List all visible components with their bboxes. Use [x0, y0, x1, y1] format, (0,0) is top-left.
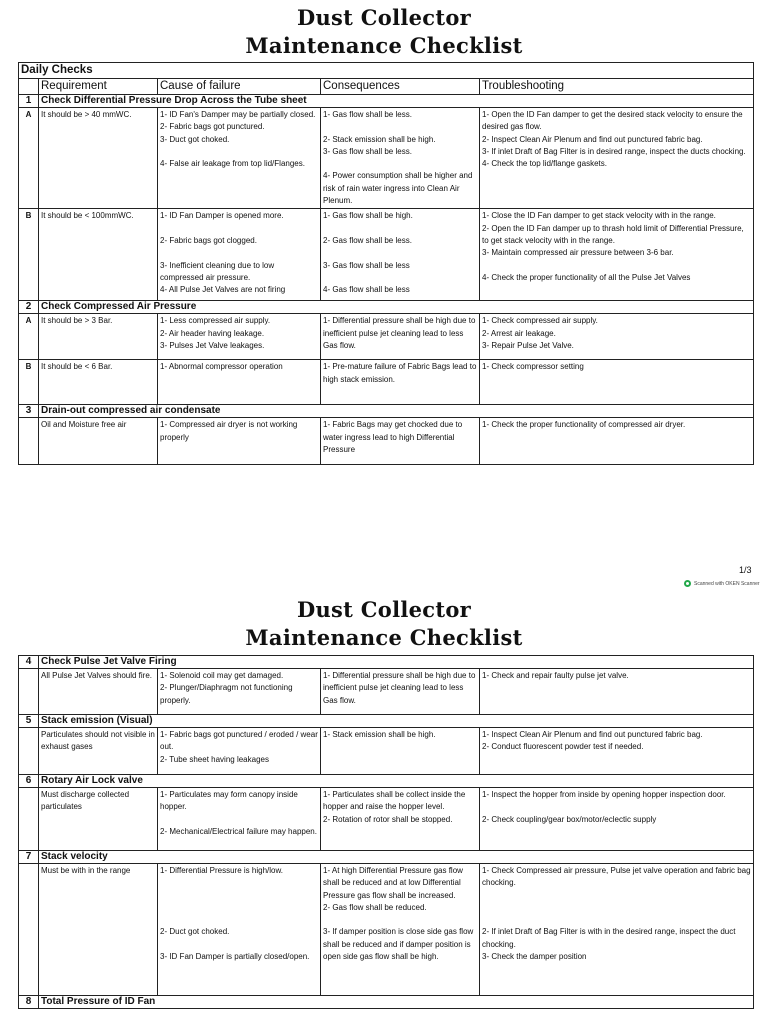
page1-checklist-table	[18, 62, 754, 465]
scanner-watermark	[684, 580, 760, 587]
cell-line: 2- Air header having leakage.	[160, 328, 265, 338]
section-title: Check Pulse Jet Valve Firing	[39, 656, 754, 669]
cell-line	[323, 121, 477, 133]
table-row	[19, 360, 754, 405]
cell-line: 1- Check Compressed air pressure, Pulse jet valve operation and fabric bag chocking.	[482, 866, 751, 888]
cell-line: 1- Check and repair faulty pulse jet valve.	[482, 671, 629, 680]
requirement-cell	[39, 728, 158, 775]
table-row	[19, 669, 754, 715]
cell-line: It should be > 3 Bar.	[41, 316, 113, 326]
cell-line: 1- Check the proper functionality of compressed air dryer.	[482, 420, 686, 430]
cell-line: 4- Power consumption shall be higher and risk of rain water ingress into Clean Air Plenum.	[323, 171, 473, 206]
scanner-logo-icon	[684, 580, 691, 587]
row-id: B	[19, 360, 39, 405]
section-title: Rotary Air Lock valve	[39, 775, 754, 788]
troubleshooting-cell	[480, 209, 754, 301]
cell-line	[323, 914, 477, 926]
table-row	[19, 108, 754, 209]
page2-title-line1: Dust Collector	[296, 597, 472, 622]
cell-line: 1- Open the ID Fan damper to get the desired stack velocity to ensure the desired gas flow.	[482, 110, 743, 132]
cell-line: All Pulse Jet Valves should fire.	[41, 671, 153, 680]
cell-line: 1- Close the ID Fan damper to get stack velocity with in the range.	[482, 211, 716, 221]
cell-line: 4- False air leakage from top lid/Flanges.	[160, 159, 305, 169]
cell-line: Must be with in the range	[41, 866, 131, 875]
troubleshooting-cell	[480, 669, 754, 715]
cell-line: 2- Inspect Clean Air Plenum and find out punctured fabric bag.	[482, 134, 703, 144]
requirement-cell	[39, 108, 158, 209]
cell-line: 3- Pulses Jet Valve leakages.	[160, 340, 265, 350]
cell-line: 2- Mechanical/Electrical failure may happen.	[160, 826, 317, 836]
consequence-cell	[321, 209, 480, 301]
cell-line: 2- Fabric bags got clogged.	[160, 235, 257, 245]
requirement-cell	[39, 788, 158, 851]
cell-line: 1- Differential pressure shall be high due to inefficient pulse jet cleaning lead to less Gas flow.	[323, 316, 476, 350]
daily-checks-heading: Daily Checks	[19, 63, 754, 79]
section-title: Total Pressure of ID Fan	[39, 996, 754, 1009]
cell-line	[160, 814, 318, 826]
cell-line: 3- Duct got choked.	[160, 134, 230, 144]
section-number: 3	[19, 405, 39, 418]
cell-line: 1- Abnormal compressor operation	[160, 362, 283, 372]
cell-line: 3- Check the damper position	[482, 952, 587, 962]
cell-line	[160, 877, 318, 889]
table-row	[19, 788, 754, 851]
cell-line: 3- ID Fan Damper is partially closed/open.	[160, 952, 310, 962]
cell-line: 2- Gas flow shall be reduced.	[323, 902, 427, 912]
cell-line: 2- Fabric bags got punctured.	[160, 122, 265, 132]
cell-line: 2- Check coupling/gear box/motor/eclectic supply	[482, 814, 657, 824]
table-row	[19, 209, 754, 301]
consequence-cell	[321, 360, 480, 405]
section-title: Check Differential Pressure Drop Across the Tube sheet	[39, 95, 754, 108]
cell-line: It should be < 6 Bar.	[41, 362, 113, 372]
cause-cell	[158, 108, 321, 209]
cell-line	[323, 158, 477, 170]
cell-line: 1- Particulates may form canopy inside hopper.	[160, 790, 298, 812]
cell-line	[323, 223, 477, 235]
requirement-cell	[39, 418, 158, 465]
table-row	[19, 314, 754, 360]
cell-line	[160, 146, 318, 158]
cell-line: 3- Repair Pulse Jet Valve.	[482, 340, 574, 350]
header-blank	[19, 79, 39, 95]
page1-title-line2: Maintenance Checklist	[245, 33, 523, 58]
row-id	[19, 669, 39, 715]
consequence-cell	[321, 669, 480, 715]
header-requirement: Requirement	[39, 79, 158, 95]
row-id: B	[19, 209, 39, 301]
cell-line	[323, 247, 477, 259]
section-number: 6	[19, 775, 39, 788]
requirement-cell	[39, 209, 158, 301]
cell-line: 3- If damper position is close side gas flow shall be reduced and if damper position is open side gas flow shall be high.	[323, 927, 474, 962]
cause-cell	[158, 728, 321, 775]
section-title: Stack emission (Visual)	[39, 715, 754, 728]
cell-line	[482, 914, 751, 926]
cell-line: 1- ID Fan Damper is opened more.	[160, 211, 284, 221]
cell-line: 4- Gas flow shall be less	[323, 285, 410, 295]
header-consequences: Consequences	[321, 79, 480, 95]
cell-line: It should be > 40 mmWC.	[41, 110, 132, 119]
cell-line	[160, 902, 318, 914]
requirement-cell	[39, 669, 158, 715]
table-row	[19, 418, 754, 465]
header-cause: Cause of failure	[158, 79, 321, 95]
cause-cell	[158, 864, 321, 996]
cell-line: 1- Particulates shall be collect inside the hopper and raise the hopper level.	[323, 790, 466, 812]
requirement-cell	[39, 314, 158, 360]
troubleshooting-cell	[480, 728, 754, 775]
consequence-cell	[321, 314, 480, 360]
troubleshooting-cell	[480, 418, 754, 465]
cause-cell	[158, 418, 321, 465]
troubleshooting-cell	[480, 788, 754, 851]
cell-line	[482, 890, 751, 902]
cell-line: 1- Check compressed air supply.	[482, 316, 598, 326]
section-number: 4	[19, 656, 39, 669]
cell-line: 3- Inefficient cleaning due to low compressed air pressure.	[160, 260, 275, 282]
section-number: 1	[19, 95, 39, 108]
section-title: Stack velocity	[39, 851, 754, 864]
cell-line: 1- Inspect the hopper from inside by opening hopper inspection door.	[482, 790, 726, 799]
troubleshooting-cell	[480, 864, 754, 996]
cell-line: 2- Open the ID Fan damper up to thrash hold limit of Differential Pressure, to get stack velocity with in the range.	[482, 223, 744, 245]
consequence-cell	[321, 728, 480, 775]
cell-line: 2- Tube sheet having leakages	[160, 754, 269, 764]
cell-line: 1- Inspect Clean Air Plenum and find out punctured fabric bag.	[482, 730, 703, 739]
cell-line: 1- Differential pressure shall be high due to inefficient pulse jet cleaning lead to less Gas flow.	[323, 671, 476, 705]
cell-line: 1- Stack emission shall be high.	[323, 730, 436, 739]
cell-line: It should be < 100mmWC.	[41, 211, 134, 221]
cell-line: 1- Gas flow shall be high.	[323, 211, 413, 221]
cell-line: 1- Compressed air dryer is not working properly	[160, 420, 298, 442]
cell-line: Must discharge collected particulates	[41, 790, 130, 812]
table-row	[19, 864, 754, 996]
cell-line: 1- Check compressor setting	[482, 362, 584, 372]
cell-line: 2- Conduct fluorescent powder test if needed.	[482, 742, 644, 752]
cell-line: Oil and Moisture free air	[41, 420, 127, 430]
row-id	[19, 864, 39, 996]
cell-line: 2- Arrest air leakage.	[482, 328, 556, 338]
cell-line: 1- Pre-mature failure of Fabric Bags lead to high stack emission.	[323, 362, 477, 384]
troubleshooting-cell	[480, 360, 754, 405]
requirement-cell	[39, 360, 158, 405]
cell-line	[160, 914, 318, 926]
cell-line: Particulates should not visible in exhaust gases	[41, 730, 155, 752]
cell-line: 1- Fabric Bags may get chocked due to water ingress lead to high Differential Pressure	[323, 420, 463, 454]
cell-line: 2- Gas flow shall be less.	[323, 235, 412, 245]
cell-line: 3- Gas flow shall be less.	[323, 146, 412, 156]
row-id	[19, 728, 39, 775]
cell-line	[160, 223, 318, 235]
cell-line	[323, 272, 477, 284]
row-id	[19, 418, 39, 465]
cell-line	[482, 260, 751, 272]
troubleshooting-cell	[480, 314, 754, 360]
cell-line: 2- Stack emission shall be high.	[323, 134, 436, 144]
section-title: Drain-out compressed air condensate	[39, 405, 754, 418]
header-troubleshooting: Troubleshooting	[480, 79, 754, 95]
cell-line: 3- If inlet Draft of Bag Filter is in desired range, inspect the ducts chocking.	[482, 146, 746, 156]
consequence-cell	[321, 788, 480, 851]
page2-checklist-table	[18, 655, 754, 1009]
consequence-cell	[321, 864, 480, 996]
cell-line: 2- Plunger/Diaphragm not functioning properly.	[160, 683, 293, 705]
troubleshooting-cell	[480, 108, 754, 209]
cell-line: 4- Check the proper functionality of all the Pulse Jet Valves	[482, 272, 691, 282]
page1-title-line1: Dust Collector	[296, 5, 472, 30]
cause-cell	[158, 669, 321, 715]
cell-line: 3- Maintain compressed air pressure between 3-6 bar.	[482, 248, 674, 258]
cell-line: 1- At high Differential Pressure gas flow shall be reduced and at low Differential Pressure gas flow shall be increased.	[323, 866, 463, 900]
cell-line: 1- Solenoid coil may get damaged.	[160, 671, 284, 680]
cell-line: 2- Duct got choked.	[160, 927, 230, 937]
cell-line	[482, 801, 751, 813]
cell-line: 1- ID Fan's Damper may be partially closed.	[160, 110, 316, 119]
section-title: Check Compressed Air Pressure	[39, 301, 754, 314]
row-id: A	[19, 108, 39, 209]
cell-line: 2- If inlet Draft of Bag Filter is with in the desired range, inspect the duct chocking.	[482, 927, 736, 949]
cell-line: 2- Rotation of rotor shall be stopped.	[323, 814, 453, 824]
scanner-label: Scanned with OKEN Scanner	[694, 580, 760, 587]
row-id: A	[19, 314, 39, 360]
cause-cell	[158, 209, 321, 301]
cell-line	[160, 890, 318, 902]
cell-line: 4- Check the top lid/flange gaskets.	[482, 159, 607, 169]
cell-line: 1- Differential Pressure is high/low.	[160, 866, 284, 875]
consequence-cell	[321, 108, 480, 209]
page2-title-line2: Maintenance Checklist	[245, 625, 523, 650]
row-id	[19, 788, 39, 851]
cell-line	[482, 902, 751, 914]
cause-cell	[158, 788, 321, 851]
section-number: 2	[19, 301, 39, 314]
section-number: 8	[19, 996, 39, 1009]
cell-line: 3- Gas flow shall be less	[323, 260, 410, 270]
consequence-cell	[321, 418, 480, 465]
cause-cell	[158, 360, 321, 405]
cell-line: 1- Gas flow shall be less.	[323, 110, 412, 119]
section-number: 7	[19, 851, 39, 864]
table-row	[19, 728, 754, 775]
cell-line: 4- All Pulse Jet Valves are not firing	[160, 285, 286, 295]
cell-line: 1- Fabric bags got punctured / eroded / wear out.	[160, 730, 318, 752]
cell-line: 1- Less compressed air supply.	[160, 316, 271, 326]
requirement-cell	[39, 864, 158, 996]
page-number: 1/3	[739, 565, 752, 575]
section-number: 5	[19, 715, 39, 728]
cell-line	[160, 939, 318, 951]
cell-line	[160, 247, 318, 259]
cause-cell	[158, 314, 321, 360]
